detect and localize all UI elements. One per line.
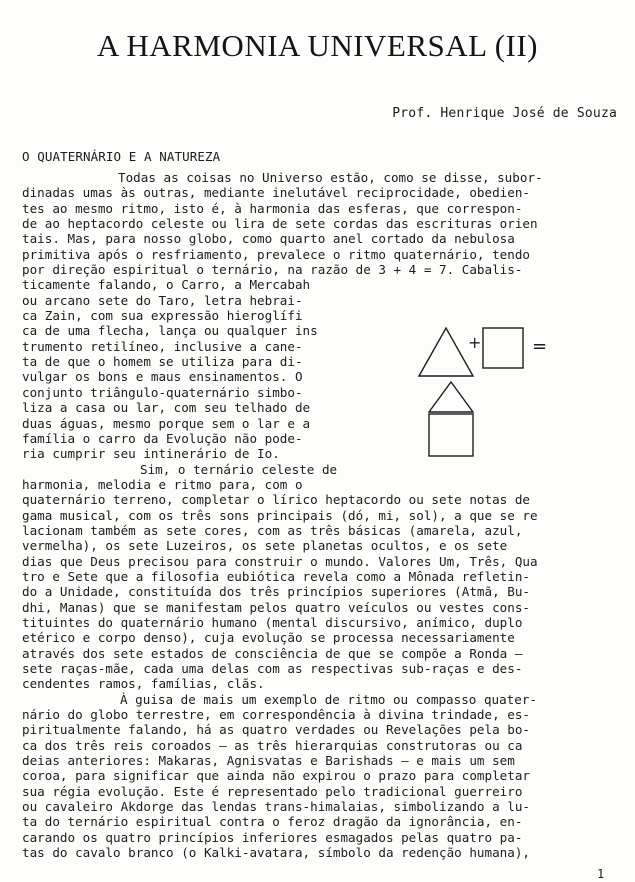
- page-title: A HARMONIA UNIVERSAL (II): [96, 28, 539, 63]
- text-line: coroa, para significar que ainda não expirou o prazo para completar: [22, 768, 530, 784]
- text-line: ta de que o homem se utiliza para di-: [22, 354, 303, 370]
- text-line: ca dos três reis coroados — as três hierarquias construtoras ou ca: [22, 737, 523, 753]
- page-number: 1: [597, 867, 605, 881]
- text-line: ta do ternário espiritual contra o feroz dragão da ignorância, en-: [22, 814, 523, 830]
- text-line: conjunto triângulo-quaternário simbo-: [22, 384, 303, 400]
- text-line: sete raças-mãe, cada uma delas com as respectivas sub-raças e des-: [22, 661, 523, 676]
- text-line: carando os quatro princípios inferiores esmagados pelas quatro pa-: [22, 829, 523, 845]
- text-line: ticamente falando, o Carro, a Mercabah: [22, 277, 311, 293]
- text-line: etérico e corpo denso), cuja evolução se processa necessariamente: [22, 630, 515, 646]
- text-line: ca Zain, com sua expressão hieroglífi: [22, 308, 303, 324]
- text-line: sua régia evolução. Este é representado pelo tradicional guerreiro: [22, 783, 523, 799]
- triangle-shape: [419, 328, 473, 376]
- text-line: por direção espiritual o ternário, na razão de 3 + 4 = 7. Cabalis-: [22, 262, 523, 278]
- text-line: ria cumprir seu intinerário de Io.: [22, 446, 280, 462]
- text-line: dhi, Manas) que se manifestam pelos quatro veículos ou vestes cons-: [22, 599, 530, 615]
- text-line: ca de uma flecha, lança ou qualquer ins: [22, 323, 318, 339]
- text-line: tais. Mas, para nosso globo, como quarto anel cortado da nebulosa: [22, 231, 515, 247]
- text-line: duas águas, mesmo porque sem o lar e a: [22, 415, 311, 431]
- text-line: trumento retilíneo, inclusive a cane-: [22, 338, 303, 354]
- text-line: liza a casa ou lar, com seu telhado de: [22, 400, 311, 416]
- text-line: quaternário terreno, completar o lírico heptacordo ou sete notas de: [22, 492, 530, 508]
- text-line: nário do globo terrestre, em correspondência à divina trindade, es-: [22, 707, 530, 723]
- text-line: tituintes do quaternário humano (mental discursivo, anímico, duplo: [22, 614, 523, 630]
- text-line: primitiva após o resfriamento, prevalece o ritmo quaternário, tendo: [22, 246, 530, 262]
- text-line: do a Unidade, constituída dos três princípios superiores (Atmã, Bu-: [22, 584, 530, 600]
- text-line: piritualmente falando, há as quatro verdades ou Revelações pela bo-: [22, 722, 530, 738]
- text-line: harmonia, melodia e ritmo para, com o: [22, 476, 303, 492]
- text-line: À guisa de mais um exemplo de ritmo ou compasso quater-: [120, 691, 538, 707]
- text-line: família o carro da Evolução não pode-: [22, 430, 303, 446]
- triangle-square-diagram: [416, 308, 556, 458]
- text-line: vulgar os bons e maus ensinamentos. O: [22, 369, 303, 385]
- text-line: tro e Sete que a filosofia eubiótica revela como a Mônada refletin-: [22, 568, 530, 584]
- text-line: deias anteriores: Makaras, Agnisvatas e Barishads — e mais um sem: [22, 753, 515, 769]
- text-line: dias que Deus precisou para construir o mundo. Valores Um, Três, Qua: [22, 553, 538, 569]
- article-body: [22, 170, 624, 860]
- section-heading: O QUATERNÁRIO E A NATUREZA: [22, 149, 221, 164]
- text-line: ou cavaleiro Akdorge das lendas trans-himalaias, simbolizando a lu-: [22, 799, 530, 815]
- text-line: cendentes ramos, famílias, clãs.: [22, 676, 265, 692]
- author-byline: Prof. Henrique José de Souza: [392, 106, 617, 121]
- plus-sign: +: [468, 333, 482, 352]
- house-body-square: [429, 414, 473, 456]
- house-roof-triangle: [429, 382, 473, 412]
- text-line: Todas as coisas no Universo estão, como se disse, subor-: [118, 170, 543, 185]
- equals-sign: =: [532, 336, 548, 357]
- text-line: tas do cavalo branco (o Kalki-avatara, símbolo da redenção humana),: [22, 845, 530, 861]
- square-shape: [483, 328, 523, 368]
- text-line: tes ao mesmo ritmo, isto é, à harmonia das esferas, que correspon-: [22, 200, 523, 216]
- text-line: gama musical, com os três sons principais (dó, mi, sol), a que se re: [22, 507, 538, 523]
- text-line: ou arcano sete do Taro, letra hebrai-: [22, 292, 303, 308]
- text-line: Sim, o ternário celeste de: [140, 461, 338, 477]
- text-line: através dos sete estados de consciência de que se compõe a Ronda —: [22, 645, 523, 661]
- text-line: dinadas umas às outras, mediante inelutável reciprocidade, obedien-: [22, 185, 530, 201]
- text-line: lacionam também as sete cores, com as três básicas (amarela, azul,: [22, 522, 523, 538]
- text-line: vermelha), os sete Luzeiros, os sete planetas ocultos, e os sete: [22, 538, 508, 554]
- text-line: de ao heptacordo celeste ou lira de sete cordas das escrituras orien: [22, 216, 538, 232]
